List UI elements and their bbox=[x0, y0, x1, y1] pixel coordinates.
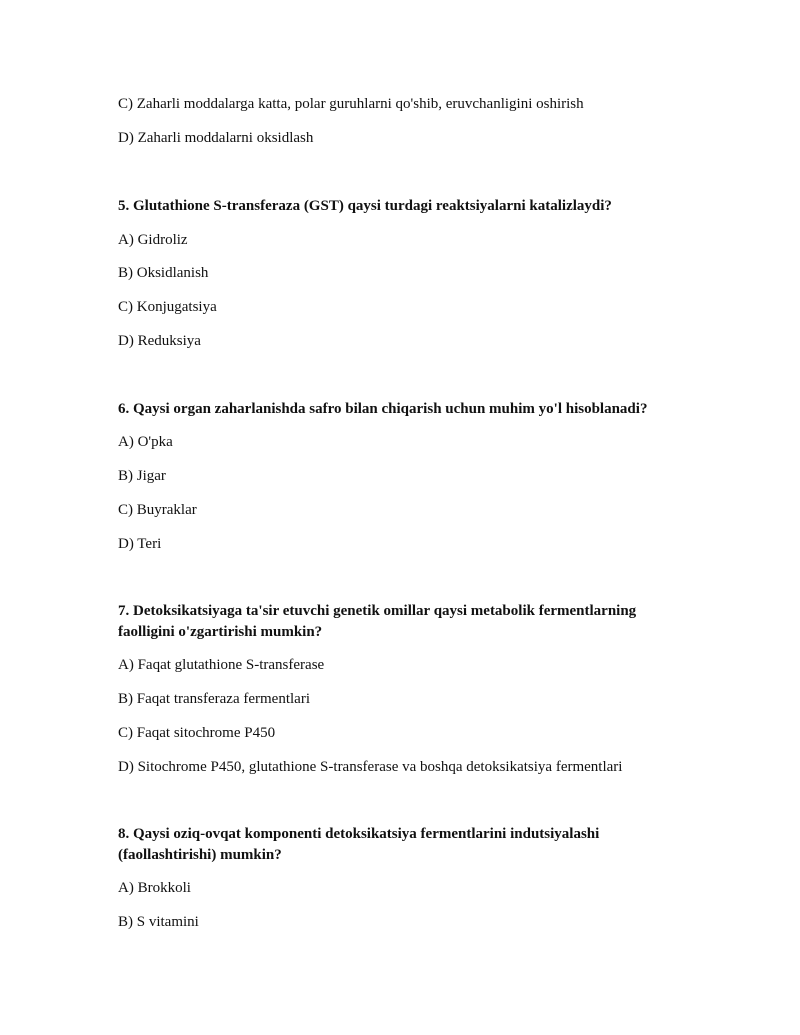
option-b-q6: B) Jigar bbox=[118, 468, 166, 484]
option-c-q4: C) Zaharli moddalarga katta, polar guruhlarni qo'shib, eruvchanligini oshirish bbox=[118, 96, 584, 112]
option-c-q5: C) Konjugatsiya bbox=[118, 299, 217, 315]
question-6-title: 6. Qaysi organ zaharlanishda safro bilan chiqarish uchun muhim yo'l hisoblanadi? bbox=[118, 401, 648, 417]
question-7-title-line-1: 7. Detoksikatsiyaga ta'sir etuvchi genetik omillar qaysi metabolik fermentlarning bbox=[118, 603, 637, 619]
option-d-q7: D) Sitochrome P450, glutathione S-transferase va boshqa detoksikatsiya fermentlari bbox=[118, 759, 623, 775]
option-d-q5: D) Reduksiya bbox=[118, 333, 201, 349]
option-b-q7: B) Faqat transferaza fermentlari bbox=[118, 691, 310, 707]
option-b-q8: B) S vitamini bbox=[118, 914, 199, 930]
option-d-q4: D) Zaharli moddalarni oksidlash bbox=[118, 130, 314, 146]
option-a-q7: A) Faqat glutathione S-transferase bbox=[118, 657, 325, 673]
option-c-q6: C) Buyraklar bbox=[118, 502, 197, 518]
question-5-title: 5. Glutathione S-transferaza (GST) qaysi turdagi reaktsiyalarni katalizlaydi? bbox=[118, 198, 612, 214]
option-c-q7: C) Faqat sitochrome P450 bbox=[118, 725, 276, 741]
option-d-q6: D) Teri bbox=[118, 536, 162, 552]
question-8-title-line-2: (faollashtirishi) mumkin? bbox=[118, 847, 282, 863]
question-8-title-line-1: 8. Qaysi oziq-ovqat komponenti detoksikatsiya fermentlarini indutsiyalashi bbox=[118, 826, 600, 842]
question-7-title-line-2: faolligini o'zgartirishi mumkin? bbox=[118, 624, 323, 640]
option-a-q5: A) Gidroliz bbox=[118, 232, 188, 248]
option-b-q5: B) Oksidlanish bbox=[118, 265, 209, 281]
option-a-q8: A) Brokkoli bbox=[118, 880, 191, 896]
option-a-q6: A) O'pka bbox=[118, 434, 173, 450]
